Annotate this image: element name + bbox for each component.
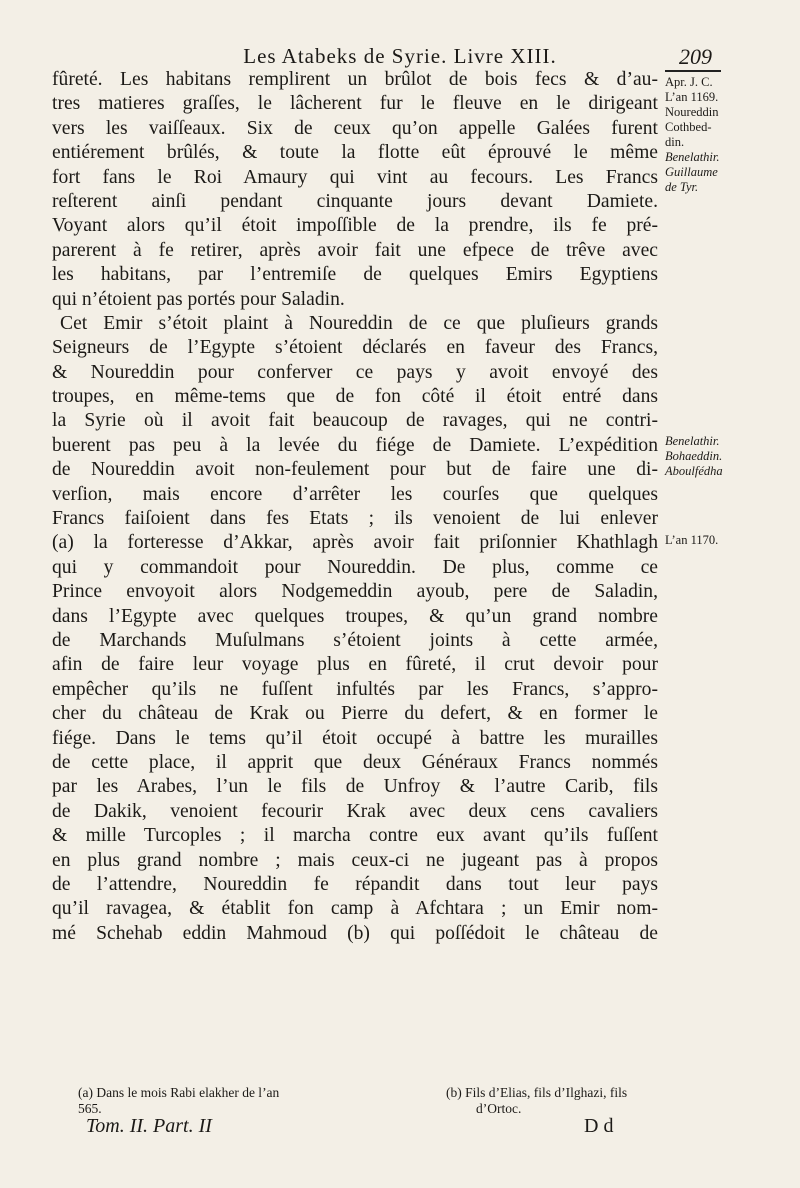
text-line: (a) la forteresse d’Akkar, après avoir fait priſonnier Khathlagh [52,532,658,554]
margin-note-line: Cothbed- [665,120,712,134]
margin-note-sources [665,434,725,479]
text-line: empêcher qu’ils ne fuſſent infultés par les Francs, s’appro- [52,678,658,700]
margin-note-date-1170 [665,533,725,548]
text-line: Seigneurs de l’Egypte s’étoient déclarés en faveur des Francs, [52,337,658,359]
text-line: qui y commandoit pour Noureddin. De plus, comme ce [52,556,658,578]
margin-note-line: din. [665,135,685,149]
text-line: Prince envoyoit alors Nodgemeddin ayoub, pere de Saladin, [52,581,658,603]
text-line: parerent à fe retirer, après avoir fait une efpece de trêve avec [52,239,658,261]
margin-note-line: Noureddin [665,105,719,119]
text-line: qui n’étoient pas portés pour Saladin. [52,288,345,310]
margin-note-source: Bohaeddin. [665,449,723,463]
text-line: Francs faiſoient dans fes Etats ; ils venoient de lui enlever [52,508,658,530]
margin-note-line: L’an 1169. [665,90,719,104]
text-line: les habitans, par l’entremiſe de quelques Emirs Egyptiens [52,264,658,286]
text-line: de Noureddin avoit non-feulement pour but de faire une di- [52,459,658,481]
text-line: qu’il ravagea, & établit fon camp à Afchtara ; un Emir nom- [52,898,658,920]
text-line: troupes, en même-tems que de fon côté il étoit entré dans [52,386,658,408]
text-line: verſion, mais encore d’arrêter les courſes que quelques [52,483,658,505]
text-line: Voyant alors qu’il étoit impoſſible de la prendre, ils fe pré- [52,215,658,237]
text-line: la Syrie où il avoit fait beaucoup de ravages, qui ne contri- [52,410,658,432]
text-line: par les Arabes, l’un le fils de Unfroy & l’autre Carib, fils [52,776,658,798]
footnote-b-cont: d’Ortoc. [476,1101,522,1116]
main-text [52,68,658,946]
margin-note-line: L’an 1170. [665,533,719,547]
text-line: de l’attendre, Noureddin fe répandit dans tout leur pays [52,873,658,895]
footnotes [78,1085,698,1117]
margin-note-source: Benelathir. [665,150,720,164]
margin-note-source: de Tyr. [665,180,699,194]
margin-note-line: Apr. J. C. [665,75,713,89]
text-line: de cette place, il apprit que deux Généraux Francs nommés [52,751,658,773]
text-line: cher du château de Krak ou Pierre du defert, & en former le [52,703,658,725]
margin-rule [665,70,721,72]
footnote-a: (a) Dans le mois Rabi elakher de l’an [78,1085,280,1100]
text-line: & Noureddin pour conferver ce pays y avoit envoyé des [52,361,658,383]
margin-note-source: Benelathir. [665,434,720,448]
text-line: mé Schehab eddin Mahmoud (b) qui poſſédoit le château de [52,922,658,944]
text-line: de Dakik, venoient fecourir Krak avec deux cens cavaliers [52,800,658,822]
margin-note-date-1169 [665,70,725,195]
text-line: reſterent ainſi pendant cinquante jours devant Damiete. [52,190,658,212]
text-line: fiége. Dans le tems qu’il étoit occupé à battre les murailles [52,727,658,749]
text-line: dans l’Egypte avec quelques troupes, & qu’un grand nombre [52,605,658,627]
running-head: Les Atabeks de Syrie. Livre XIII. [243,44,557,68]
text-line: tres matieres graſſes, le lâcherent fur le fleuve en le dirigeant [52,93,658,115]
page-number: 209 [679,44,712,69]
text-line: buerent pas peu à la levée du fiége de Damiete. L’expédition [52,434,658,456]
volume-mark: Tom. II. Part. II [86,1115,212,1137]
text-line: entiérement brûlés, & toute la flotte eût éprouvé le même [52,142,658,164]
text-line: & mille Turcoples ; il marcha contre eux avant qu’ils fuſſent [52,825,658,847]
footnote-a-cont: 565. [78,1101,102,1116]
text-line: fûreté. Les habitans remplirent un brûlot de bois fecs & d’au- [52,69,658,90]
margin-note-source: Guillaume [665,165,718,179]
text-line: Cet Emir s’étoit plaint à Noureddin de ce que pluſieurs grands [60,312,658,334]
footnote-b: (b) Fils d’Elias, fils d’Ilghazi, fils [446,1085,628,1100]
signature-mark: D d [584,1115,614,1137]
text-line: en plus grand nombre ; mais ceux-ci ne jugeant pas à propos [52,849,658,871]
text-line: de Marchands Muſulmans s’étoient joints à cette armée, [52,629,658,651]
text-line: vers les vaiſſeaux. Six de ceux qu’on appelle Galées furent [52,117,658,139]
margin-note-source: Aboulfédha [665,464,723,478]
signature-line [86,1115,696,1138]
text-line: afin de faire leur voyage plus en fûreté, il crut devoir pour [52,654,658,676]
text-line: fort fans le Roi Amaury qui vint au fecours. Les Francs [52,166,658,188]
